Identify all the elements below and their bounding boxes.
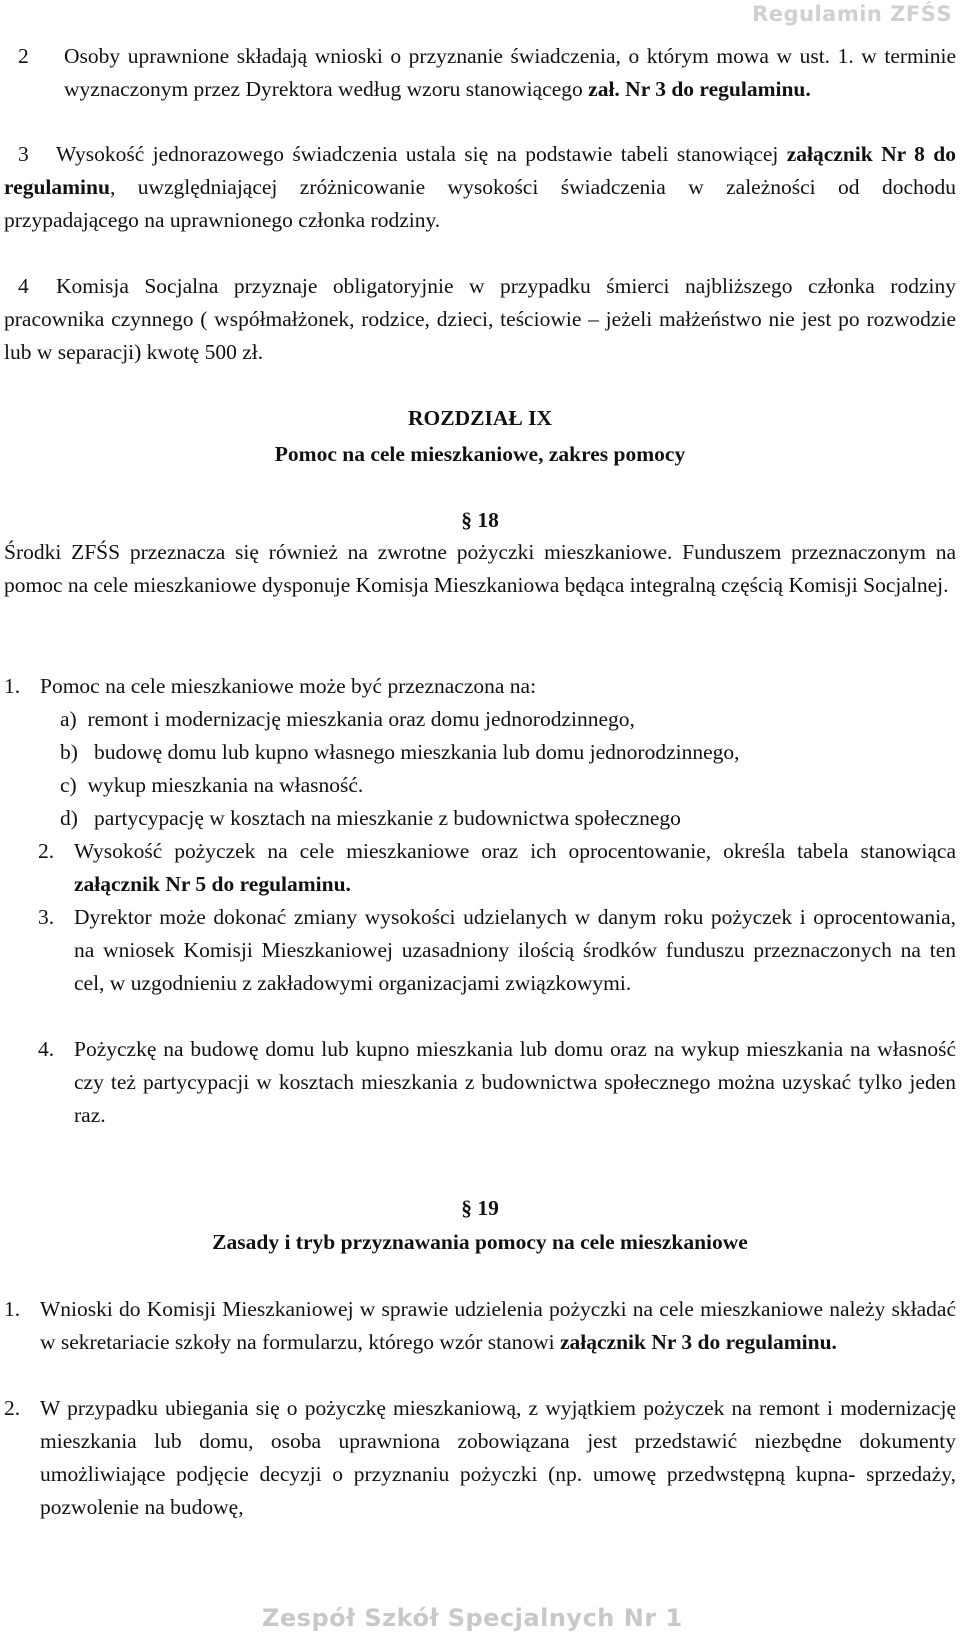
item-text: W przypadku ubiegania się o pożyczkę mieszkaniową, z wyjątkiem pożyczek na remont i modernizację mieszkania lub domu, osoba uprawniona zobowiązana jest przedstawić niezbędne dokumenty umożliwiające podjęcie decyzji o przyznaniu pożyczki (np. umowę przedwstępną kupna- sprzedaży, pozwolenie na budowę, [40, 1396, 956, 1519]
intro-text: Środki ZFŚS przeznacza się również na zwrotne pożyczki mieszkaniowe. Funduszem przeznaczonym na pomoc na cele mieszkaniowe dysponuje Komisja Mieszkaniowa będąca integralną częścią Komisji Socjalnej. [4, 540, 956, 597]
sub-text: budowę domu lub kupno własnego mieszkania lub domu jednorodzinnego, [94, 740, 740, 764]
item-text: Komisja Socjalna przyznaje obligatoryjnie w przypadku śmierci najbliższego członka rodziny pracownika czynnego ( współmałżonek, rodzice, dzieci, teściowie – jeżeli małżeństwo nie jest po rozwodzie lub w separacji) kwotę 500 zł. [4, 274, 956, 364]
item-number: 2. [38, 839, 55, 863]
sub-item [60, 769, 363, 802]
item-bold-ref: załącznik Nr 8 do regulaminu [4, 142, 956, 199]
list-item [38, 835, 956, 901]
list-item [4, 270, 956, 369]
sub-item [60, 703, 635, 736]
page-footer: Zespół Szkół Specjalnych Nr 1 [262, 1604, 683, 1632]
item-text: Osoby uprawnione składają wnioski o przyznanie świadczenia, o którym mowa w ust. 1. w terminie wyznaczonym przez Dyrektora według wzoru stanowiącego [64, 44, 956, 101]
item-number: 3. [38, 905, 55, 929]
sub-letter: b) [60, 740, 78, 764]
item-text: Dyrektor może dokonać zmiany wysokości udzielanych w danym roku pożyczek i oprocentowania, na wniosek Komisji Mieszkaniowej uzasadniony ilością środków funduszu przeznaczonych na ten cel, w uzgodnieniu z zakładowymi organizacjami związkowymi. [74, 905, 956, 995]
sub-letter: a) [60, 707, 77, 731]
item-text: Wysokość jednorazowego świadczenia ustala się na podstawie tabeli stanowiącej [56, 142, 787, 166]
item-number: 3 [18, 142, 29, 166]
list-item [4, 40, 956, 106]
item-text: Pożyczkę na budowę domu lub kupno mieszkania lub domu oraz na wykup mieszkania na własność czy też partycypacji w kosztach mieszkania z budownictwa społecznego można uzyskać tylko jeden raz. [74, 1037, 956, 1127]
paragraph-heading: § 18 [461, 508, 499, 532]
sub-letter: c) [60, 773, 77, 797]
page-header: Regulamin ZFŚS [752, 2, 952, 26]
item-bold-ref: załącznik Nr 3 do regulaminu. [560, 1330, 837, 1354]
sub-item [60, 802, 681, 835]
sub-letter: d) [60, 806, 78, 830]
list-item [4, 670, 956, 703]
item-number: 1. [4, 1297, 21, 1321]
item-number: 1. [4, 674, 21, 698]
sub-text: wykup mieszkania na własność. [87, 773, 364, 797]
item-text: Wnioski do Komisji Mieszkaniowej w sprawie udzielenia pożyczki na cele mieszkaniowe należy składać w sekretariacie szkoły na formularzu, którego wzór stanowi [40, 1297, 956, 1354]
paragraph-heading: § 19 [461, 1196, 499, 1220]
sub-text: partycypację w kosztach na mieszkanie z budownictwa społecznego [94, 806, 681, 830]
item-text: Wysokość pożyczek na cele mieszkaniowe oraz ich oprocentowanie, określa tabela stanowiąca [74, 839, 956, 863]
item-text: Pomoc na cele mieszkaniowe może być przeznaczona na: [40, 674, 537, 698]
paragraph-intro [4, 536, 956, 602]
list-item [38, 1033, 956, 1132]
sub-text: remont i modernizację mieszkania oraz domu jednorodzinnego, [87, 707, 635, 731]
list-item [4, 138, 956, 237]
item-number: 4 [18, 274, 29, 298]
sub-item [60, 736, 740, 769]
paragraph-title: Zasady i tryb przyznawania pomocy na cele mieszkaniowe [212, 1230, 748, 1254]
list-item [38, 901, 956, 1000]
item-number: 2 [18, 44, 29, 68]
item-bold-ref: zał. Nr 3 do regulaminu. [588, 77, 811, 101]
item-number: 2. [4, 1396, 21, 1420]
list-item [4, 1392, 956, 1524]
list-item [4, 1293, 956, 1359]
chapter-title: ROZDZIAŁ IX [408, 406, 552, 430]
chapter-subtitle: Pomoc na cele mieszkaniowe, zakres pomocy [274, 442, 686, 466]
item-bold-ref: załącznik Nr 5 do regulaminu. [74, 872, 351, 896]
item-text-post: , uwzględniającej zróżnicowanie wysokości świadczenia w zależności od dochodu przypadającego na uprawnionego członka rodziny. [4, 175, 956, 232]
item-number: 4. [38, 1037, 55, 1061]
